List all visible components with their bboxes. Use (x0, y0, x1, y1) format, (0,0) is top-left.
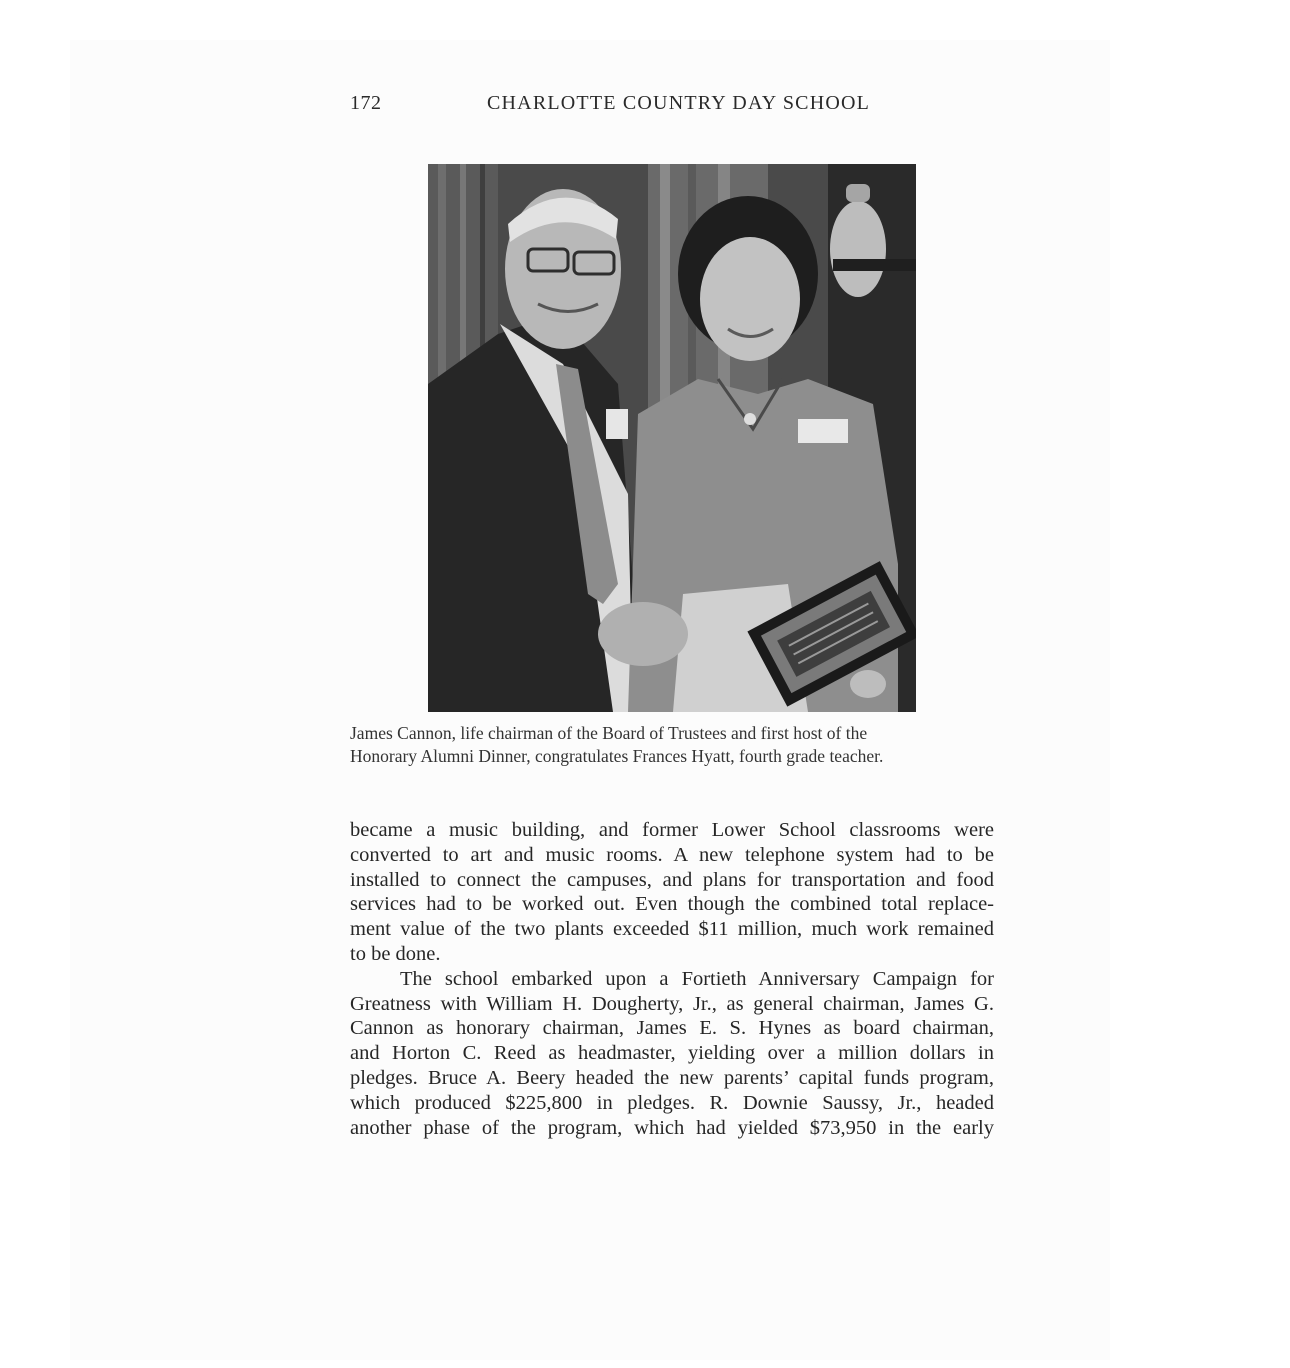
figure-caption (350, 722, 1000, 768)
running-head (350, 92, 1000, 122)
running-title: CHARLOTTE COUNTRY DAY SCHOOL (487, 92, 871, 114)
text-line: Cannon as honorary chairman, James E. S. Hynes as board chairman, (350, 1017, 994, 1040)
caption-line: Honorary Alumni Dinner, congratulates Frances Hyatt, fourth grade teacher. (350, 746, 884, 766)
text-line: services had to be worked out. Even though the combined total replace- (350, 893, 994, 916)
text-line: Greatness with William H. Dougherty, Jr., as general chairman, James G. (350, 992, 994, 1015)
body-text (350, 818, 994, 1140)
text-line: The school embarked upon a Fortieth Anniversary Campaign for (400, 967, 994, 990)
text-line: and Horton C. Reed as headmaster, yielding over a million dollars in (350, 1042, 994, 1065)
photograph (428, 164, 916, 712)
text-line: ment value of the two plants exceeded $11 million, much work remained (350, 918, 994, 941)
caption-line: James Cannon, life chairman of the Board of Trustees and first host of the (350, 723, 868, 743)
text-line: converted to art and music rooms. A new telephone system had to be (350, 843, 994, 866)
text-line: which produced $225,800 in pledges. R. Downie Saussy, Jr., headed (350, 1091, 994, 1114)
text-line: installed to connect the campuses, and plans for transportation and food (350, 868, 994, 891)
page-number: 172 (350, 92, 382, 114)
text-line: pledges. Bruce A. Beery headed the new parents’ capital funds program, (350, 1066, 994, 1089)
text-line: to be done. (350, 942, 441, 965)
text-line: another phase of the program, which had yielded $73,950 in the early (350, 1116, 994, 1139)
text-line: became a music building, and former Lower School classrooms were (350, 819, 994, 841)
